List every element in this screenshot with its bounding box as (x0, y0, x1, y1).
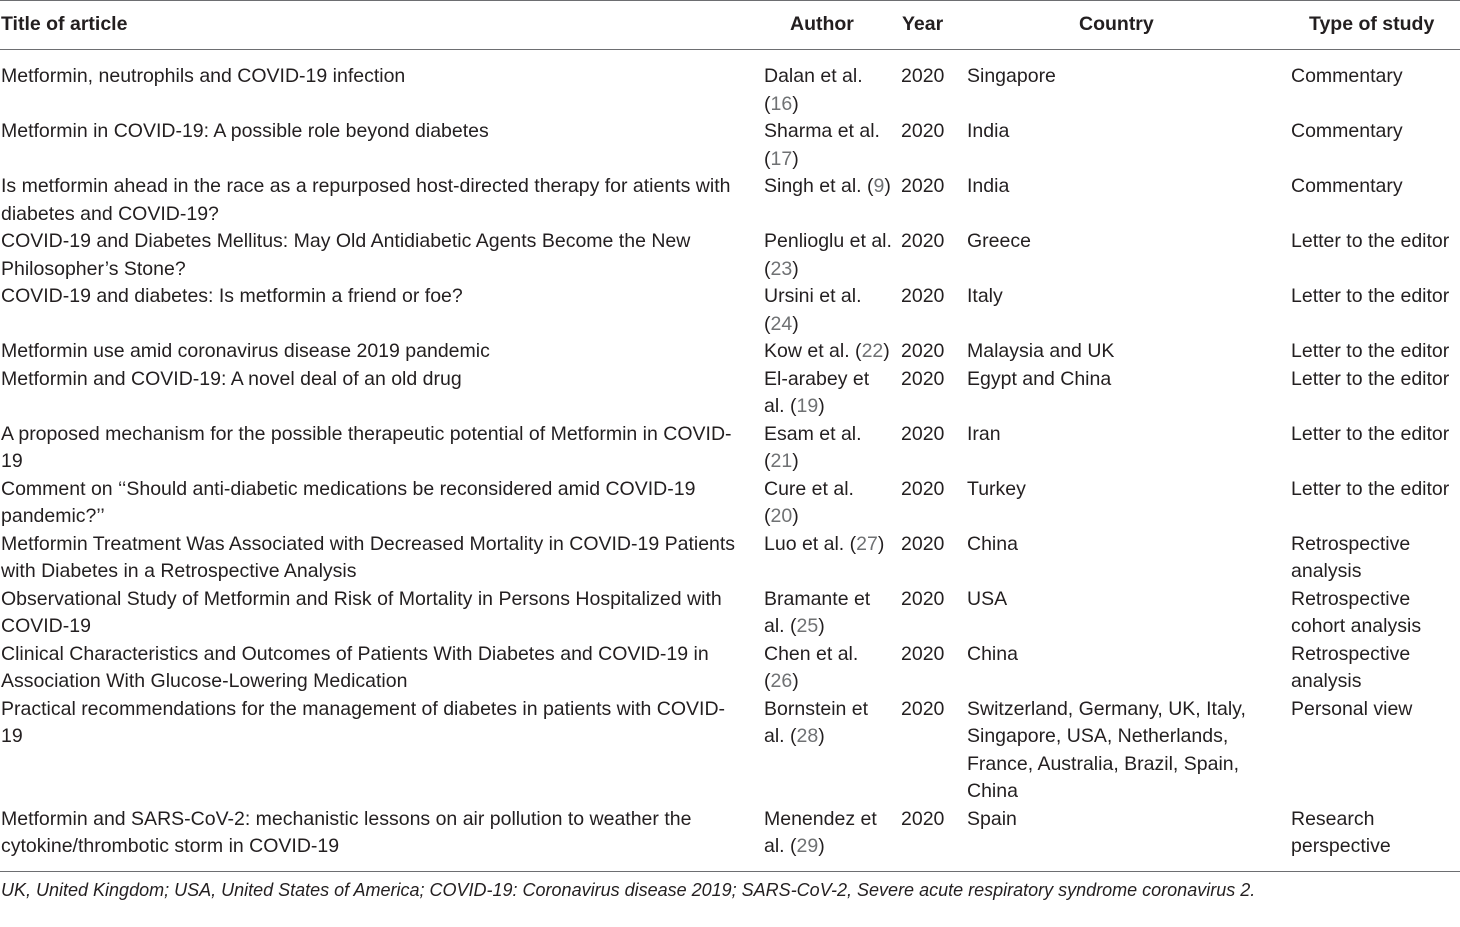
cell-year: 2020 (901, 367, 945, 390)
table-row (0, 173, 1460, 228)
author-name: Bornstein et al. (764, 697, 869, 747)
author-name: Dalan et al. (764, 65, 863, 87)
reference-link[interactable]: 24 (770, 312, 793, 335)
table-row (0, 366, 1460, 421)
table-header (0, 1, 1460, 50)
cell-study-type: Retrospective analysis (1291, 642, 1411, 692)
reference-link[interactable]: 29 (796, 835, 819, 857)
cell-study-type: Retrospective cohort analysis (1291, 587, 1422, 637)
table-row (0, 118, 1460, 173)
reference-link[interactable]: 23 (770, 257, 793, 280)
reference-link[interactable]: 27 (856, 532, 878, 555)
cell-year: 2020 (901, 340, 945, 362)
cell-country: Singapore (967, 65, 1056, 87)
cell-author: Bramante et al. (25) (764, 587, 871, 637)
cell-author: Sharma et al. (17) (764, 120, 880, 170)
cell-country: Switzerland, Germany, UK, Italy, Singapore, USA, Netherlands, France, Australia, Brazil, Spain, China (967, 697, 1246, 802)
cell-author: Chen et al. (26) (764, 642, 859, 692)
cell-study-type: Letter to the editor (1291, 367, 1450, 390)
cell-country: Italy (967, 285, 1003, 307)
cell-study-type: Commentary (1291, 120, 1403, 142)
header-country: Country (1079, 13, 1154, 36)
cell-title: Clinical Characteristics and Outcomes of Patients With Diabetes and COVID-19 in Association With Glucose-Lowering Medication (1, 642, 709, 692)
reference-link[interactable]: 28 (796, 725, 819, 747)
table-row (0, 476, 1460, 531)
table-row (0, 641, 1460, 696)
table-row (0, 338, 1460, 366)
cell-author: Penlioglu et al. (23) (764, 230, 892, 280)
cell-author: Ursini et al. (24) (764, 285, 862, 335)
cell-year: 2020 (901, 120, 945, 142)
cell-title: Is metformin ahead in the race as a repurposed host-directed therapy for atients with diabetes and COVID-19? (1, 175, 731, 225)
cell-year: 2020 (901, 532, 945, 555)
cell-author: Kow et al. (22) (764, 340, 890, 362)
cell-title: COVID-19 and diabetes: Is metformin a friend or foe? (1, 285, 463, 307)
cell-study-type: Retrospective analysis (1291, 532, 1411, 582)
cell-study-type: Letter to the editor (1291, 230, 1450, 252)
cell-study-type: Personal view (1291, 697, 1413, 720)
author-name: Kow et al. (764, 340, 850, 362)
cell-title: Metformin and SARS-CoV-2: mechanistic lessons on air pollution to weather the cytokine/thrombotic storm in COVID-19 (1, 807, 692, 857)
author-name: Menendez et al. (764, 807, 877, 857)
cell-country: Spain (967, 807, 1017, 830)
cell-title: A proposed mechanism for the possible therapeutic potential of Metformin in COVID-19 (1, 422, 732, 472)
cell-year: 2020 (901, 285, 945, 307)
cell-year: 2020 (901, 587, 945, 610)
cell-year: 2020 (901, 65, 945, 87)
cell-title: Practical recommendations for the management of diabetes in patients with COVID-19 (1, 697, 726, 747)
cell-country: Turkey (967, 477, 1026, 500)
cell-country: Greece (967, 230, 1031, 252)
author-name: Ursini et al. (764, 285, 862, 307)
cell-title: Metformin Treatment Was Associated with Decreased Mortality in COVID-19 Patients with Diabetes in a Retrospective Analysis (1, 532, 736, 582)
cell-title: Comment on ‘‘Should anti-diabetic medications be reconsidered amid COVID-19 pandemic?’’ (1, 477, 696, 527)
author-name: Singh et al. (764, 175, 862, 197)
table-row (0, 531, 1460, 586)
reference-link[interactable]: 19 (796, 395, 819, 417)
cell-author: Menendez et al. (29) (764, 807, 877, 857)
header-year: Year (902, 13, 944, 36)
cell-year: 2020 (901, 697, 945, 720)
cell-author: Singh et al. (9) (764, 175, 891, 197)
author-name: Penlioglu et al. (764, 230, 892, 252)
author-name: Bramante et al. (764, 587, 871, 637)
cell-country: India (967, 120, 1010, 142)
header-row (0, 1, 1460, 50)
cell-author: Dalan et al. (16) (764, 65, 863, 115)
cell-country: Egypt and China (967, 367, 1112, 390)
cell-title: Metformin and COVID-19: A novel deal of an old drug (1, 367, 462, 390)
author-name: Chen et al. (764, 642, 859, 665)
table-row (0, 421, 1460, 476)
cell-author: El-arabey et al. (19) (764, 367, 870, 417)
cell-year: 2020 (901, 642, 945, 665)
cell-title: Observational Study of Metformin and Risk of Mortality in Persons Hospitalized with COVID-19 (1, 587, 722, 637)
reference-link[interactable]: 9 (873, 175, 885, 197)
cell-title: Metformin in COVID-19: A possible role beyond diabetes (1, 120, 489, 142)
cell-year: 2020 (901, 175, 945, 197)
reference-link[interactable]: 17 (770, 147, 793, 170)
cell-study-type: Letter to the editor (1291, 422, 1450, 445)
author-name: El-arabey et al. (764, 367, 870, 417)
cell-title: Metformin, neutrophils and COVID-19 infection (1, 65, 406, 87)
cell-study-type: Letter to the editor (1291, 340, 1450, 362)
reference-link[interactable]: 25 (796, 615, 819, 637)
reference-link[interactable]: 20 (770, 505, 793, 527)
cell-study-type: Commentary (1291, 65, 1403, 87)
cell-year: 2020 (901, 477, 945, 500)
cell-author: Esam et al. (21) (764, 422, 862, 472)
cell-country: India (967, 175, 1010, 197)
author-name: Sharma et al. (764, 120, 880, 142)
table-row (0, 806, 1460, 872)
cell-author: Bornstein et al. (28) (764, 697, 869, 747)
author-name: Luo et al. (764, 532, 845, 555)
cell-year: 2020 (901, 230, 945, 252)
reference-link[interactable]: 26 (770, 670, 793, 692)
cell-author: Luo et al. (27) (764, 532, 885, 555)
cell-author: Cure et al. (20) (764, 477, 854, 527)
cell-year: 2020 (901, 422, 945, 445)
cell-year: 2020 (901, 807, 945, 830)
table-row (0, 586, 1460, 641)
cell-title: Metformin use amid coronavirus disease 2019 pandemic (1, 340, 490, 362)
reference-link[interactable]: 22 (861, 340, 884, 362)
cell-country: China (967, 642, 1018, 665)
cell-study-type: Commentary (1291, 175, 1403, 197)
table-row (0, 283, 1460, 338)
header-author: Author (790, 13, 854, 36)
table-row (0, 50, 1460, 119)
cell-country: Malaysia and UK (967, 340, 1115, 362)
cell-country: USA (967, 587, 1008, 610)
reference-link[interactable]: 16 (770, 92, 793, 115)
header-title: Title of article (1, 13, 128, 36)
cell-country: Iran (967, 422, 1001, 445)
table-row (0, 228, 1460, 283)
cell-study-type: Research perspective (1291, 807, 1391, 857)
reference-link[interactable]: 21 (770, 450, 793, 472)
table-footnote: UK, United Kingdom; USA, United States of America; COVID-19: Coronavirus disease 2019; SARS-CoV-2, Severe acute respiratory syndrome coronavirus 2. (1, 879, 1256, 900)
cell-study-type: Letter to the editor (1291, 285, 1450, 307)
header-type: Type of study (1309, 13, 1435, 36)
cell-country: China (967, 532, 1018, 555)
table-row (0, 696, 1460, 806)
table-body (0, 50, 1460, 872)
author-name: Cure et al. (764, 477, 854, 500)
cell-study-type: Letter to the editor (1291, 477, 1450, 500)
cell-title: COVID-19 and Diabetes Mellitus: May Old Antidiabetic Agents Become the New Philosopher’s Stone? (1, 230, 691, 280)
author-name: Esam et al. (764, 422, 862, 445)
